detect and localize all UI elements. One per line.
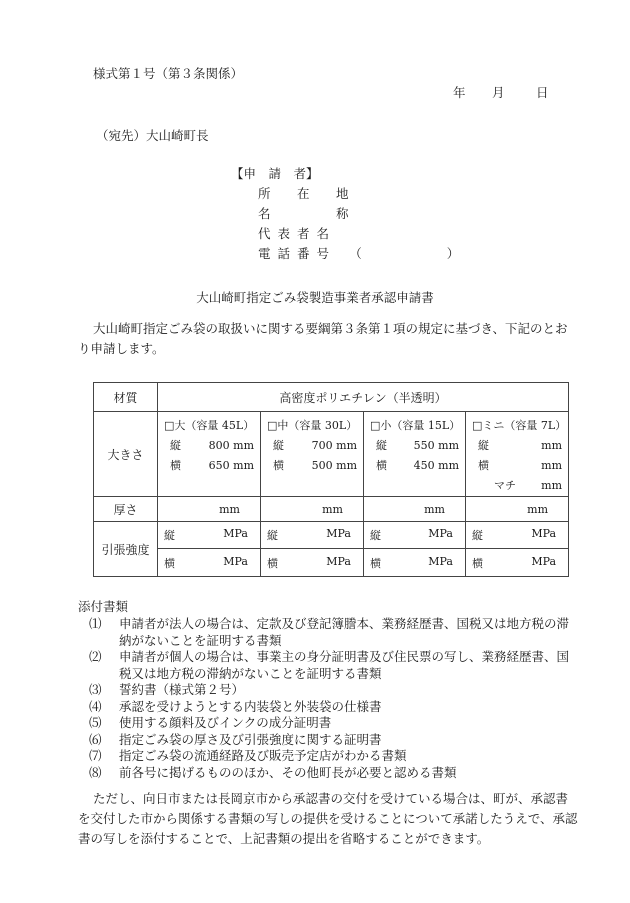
attachment-item (89, 699, 579, 716)
bag-name-large: □大（容量 45L） (164, 419, 255, 432)
size-cell-small (364, 412, 466, 497)
attachment-item (89, 682, 579, 699)
mpa-unit: MPa (531, 554, 557, 568)
attachments-list (89, 616, 579, 781)
attachment-text: 前各号に掲げるもののほか、その他町長が必要と認める書類 (119, 764, 457, 780)
horizontal-label: 横 (376, 459, 387, 472)
large-horizontal-value: 650 mm (208, 459, 254, 472)
attachment-item (89, 649, 579, 682)
thickness-large-unit: mm (158, 497, 261, 522)
horizontal-label: 横 (170, 459, 181, 472)
applicant-address-label: 所 在 地 (258, 186, 356, 201)
attachment-number: ⑹ (89, 731, 102, 747)
document-title: 大山崎町指定ごみ袋製造事業者承認申請書 (196, 290, 434, 305)
size-row (94, 412, 569, 497)
tensile-vertical-row (94, 522, 569, 549)
mpa-unit: MPa (428, 527, 453, 540)
attachment-number: ⑸ (89, 715, 102, 730)
attachment-number: ⑵ (89, 649, 102, 664)
vertical-label: 縦 (164, 529, 175, 542)
bag-name-medium: □中（容量 30L） (267, 419, 358, 432)
horizontal-label: 横 (273, 459, 284, 472)
mpa-unit: MPa (326, 527, 351, 540)
attachment-text: 使用する顔料及びインクの成分証明書 (119, 715, 332, 730)
attachment-text: 申請者が法人の場合は、定款及び登記簿謄本、業務経歴書、国税又は地方税の滞納がないことを証明する書類 (119, 616, 570, 648)
attachment-item (89, 732, 579, 749)
vertical-label: 縦 (370, 529, 381, 542)
thickness-row (94, 497, 569, 522)
mini-gusset-value: mm (541, 479, 563, 492)
thickness-mini-unit: mm (466, 497, 569, 522)
attachment-text: 誓約書（様式第２号） (119, 682, 245, 697)
vertical-label: 縦 (472, 529, 483, 542)
form-number: 様式第１号（第３条関係） (93, 66, 244, 81)
vertical-label: 縦 (376, 439, 387, 452)
attachment-number: ⑴ (89, 616, 102, 631)
size-label: 大きさ (94, 412, 158, 497)
size-cell-large (158, 412, 261, 497)
attachment-number: ⑶ (89, 682, 102, 697)
applicant-name-label: 名 称 (258, 206, 356, 221)
thickness-small-unit: mm (364, 497, 466, 522)
vertical-label: 縦 (273, 439, 284, 452)
tensile-label: 引張強度 (94, 522, 158, 577)
horizontal-label: 横 (370, 556, 381, 570)
mpa-unit: MPa (326, 554, 351, 568)
mini-vertical-value: mm (541, 439, 563, 452)
large-vertical-value: 800 mm (208, 439, 254, 452)
attachment-item (89, 715, 579, 732)
attachment-item (89, 616, 579, 649)
vertical-label: 縦 (478, 439, 489, 452)
bag-name-mini: □ミニ（容量 7L） (472, 419, 567, 432)
attachment-item (89, 748, 579, 765)
attachment-text: 指定ごみ袋の流通経路及び販売予定店がわかる書類 (119, 748, 407, 763)
mini-horizontal-value: mm (541, 459, 563, 472)
size-cell-medium (261, 412, 364, 497)
mpa-unit: MPa (223, 554, 248, 568)
material-row (94, 383, 569, 412)
thickness-label: 厚さ (94, 497, 158, 522)
horizontal-label: 横 (478, 459, 489, 472)
medium-horizontal-value: 500 mm (311, 459, 357, 472)
bag-name-small: □小（容量 15L） (370, 419, 461, 432)
vertical-label: 縦 (267, 529, 278, 542)
attachment-number: ⑺ (89, 748, 102, 763)
material-value: 高密度ポリエチレン（半透明） (158, 383, 569, 412)
horizontal-label: 横 (267, 556, 278, 570)
attachments-title: 添付書類 (78, 599, 129, 614)
vertical-label: 縦 (170, 439, 181, 452)
applicant-phone-label: 電話番号 （ ） (258, 246, 467, 261)
small-vertical-value: 550 mm (413, 439, 459, 452)
attachment-number: ⑻ (89, 764, 102, 780)
attachment-text: 指定ごみ袋の厚さ及び引張強度に関する証明書 (119, 731, 382, 747)
thickness-medium-unit: mm (261, 497, 364, 522)
addressee: （宛先）大山崎町長 (96, 128, 209, 143)
attachment-item (89, 765, 579, 782)
intro-paragraph: 大山崎町指定ごみ袋の取扱いに関する要綱第３条第１項の規定に基づき、下記のとおり申請します。 (78, 321, 568, 356)
horizontal-label: 横 (472, 556, 483, 570)
material-label: 材質 (94, 383, 158, 412)
horizontal-label: 横 (164, 556, 175, 570)
date-month-label: 月 (492, 85, 505, 100)
date-day-label: 日 (536, 85, 549, 100)
small-horizontal-value: 450 mm (413, 459, 459, 472)
gusset-label: マチ (494, 479, 516, 492)
attachment-text: 承認を受けようとする内装袋と外装袋の仕様書 (119, 698, 382, 714)
date-year-label: 年 (453, 85, 466, 100)
tensile-horizontal-row (94, 549, 569, 577)
applicant-block (231, 164, 466, 264)
size-cell-mini (466, 412, 569, 497)
note-paragraph: ただし、向日市または長岡京市から承認書の交付を受けている場合は、町が、承認書を交付した市から関係する書類の写しの提供を受けることについて承諾したうえで、承認書の写しを添付することで、上記書類の提出を省略することができます。 (78, 791, 578, 846)
attachment-text: 申請者が個人の場合は、事業主の身分証明書及び住民票の写し、業務経歴書、国税又は地方税の滞納がないことを証明する書類 (119, 649, 570, 681)
applicant-title: 【申 請 者】 (231, 166, 319, 181)
mpa-unit: MPa (531, 527, 557, 540)
attachment-number: ⑷ (89, 698, 102, 714)
medium-vertical-value: 700 mm (311, 439, 357, 452)
spec-table (93, 382, 569, 577)
applicant-representative-label: 代表者名 (258, 226, 337, 241)
mpa-unit: MPa (223, 527, 248, 540)
mpa-unit: MPa (428, 554, 453, 568)
